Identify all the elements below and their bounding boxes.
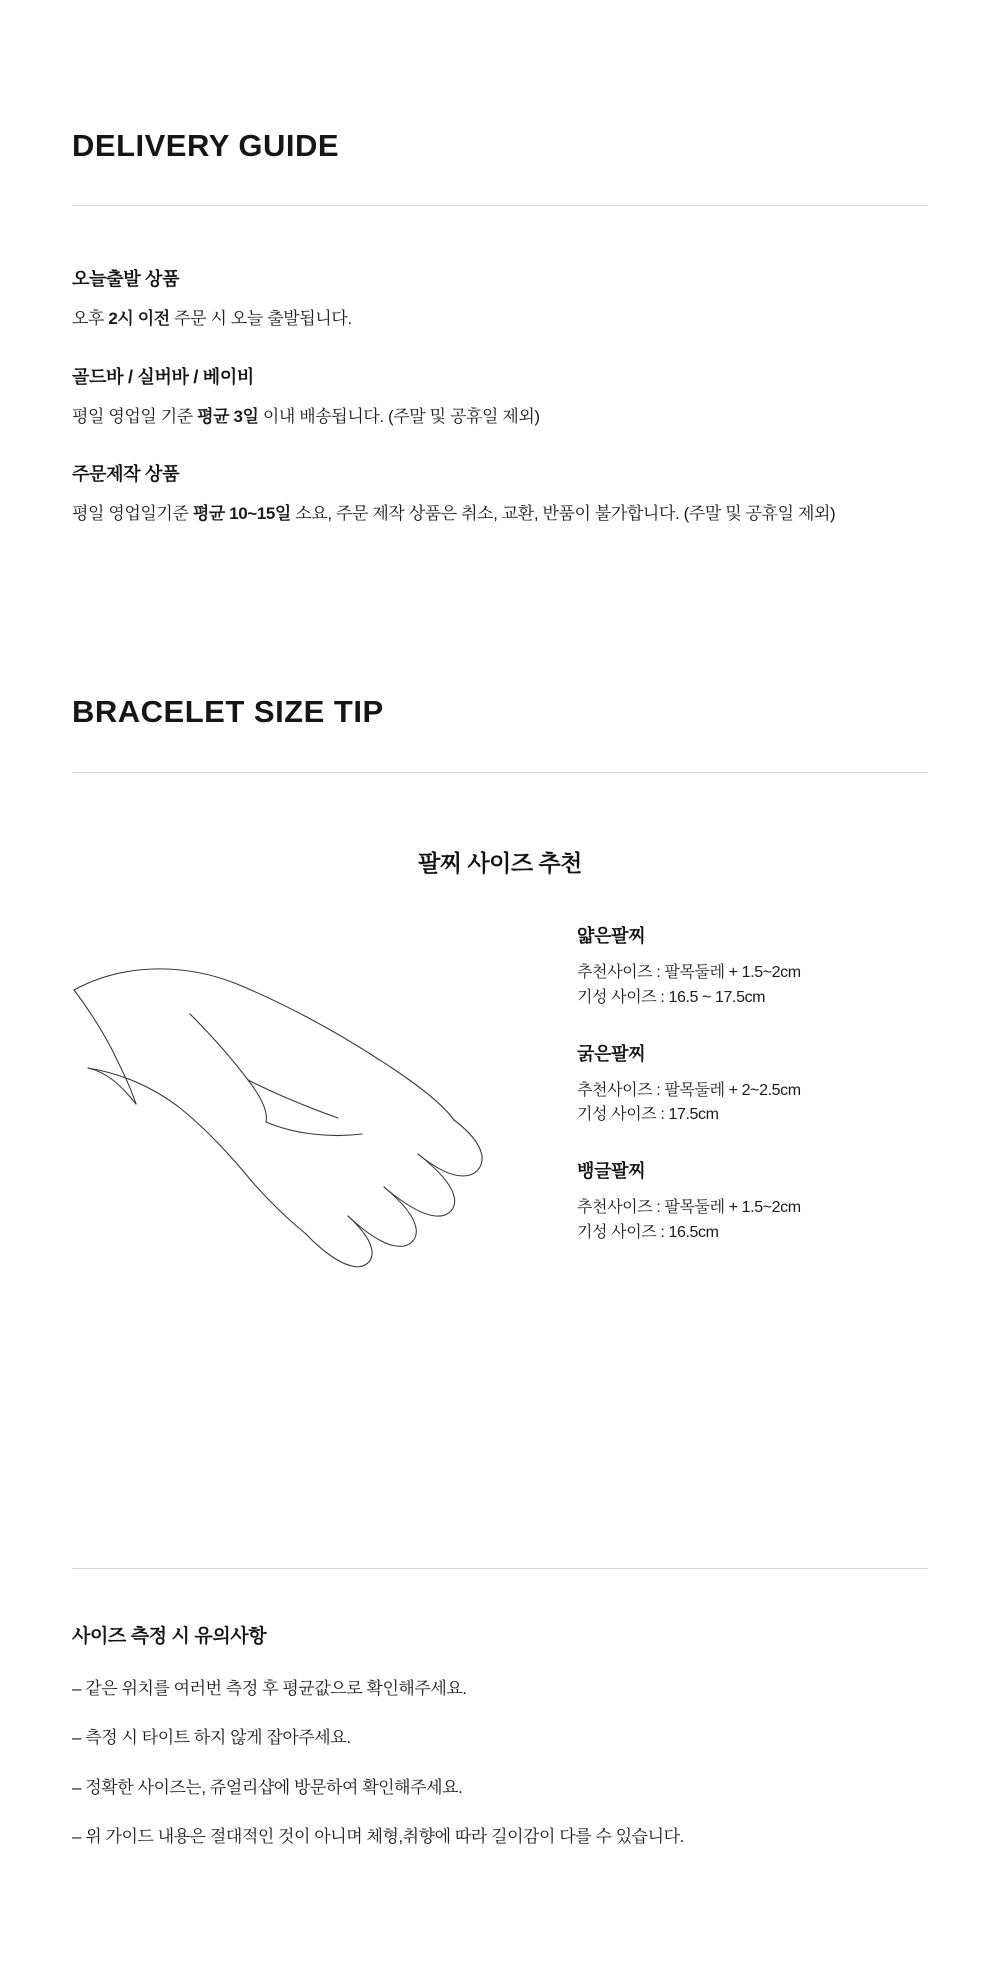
size-entry-standard: 기성 사이즈 : 16.5cm xyxy=(577,1223,719,1241)
divider xyxy=(72,1568,928,1569)
size-entry-thin-bracelet xyxy=(577,922,927,1011)
delivery-text-emphasis: 평균 10~15일 xyxy=(192,504,291,524)
delivery-text-emphasis: 평균 3일 xyxy=(197,406,259,426)
delivery-item-label: 골드바 / 실버바 / 베이비 xyxy=(72,366,254,387)
delivery-text-pre: 오후 xyxy=(72,309,109,328)
divider xyxy=(72,772,928,773)
size-entry-recommend: 추천사이즈 : 팔목둘레 + 1.5~2cm xyxy=(577,1199,801,1217)
size-entry-standard: 기성 사이즈 : 16.5 ~ 17.5cm xyxy=(577,988,766,1006)
delivery-guide-title: DELIVERY GUIDE xyxy=(72,128,340,163)
size-measurement-notes-section xyxy=(72,1568,928,1850)
delivery-text-post: 소요, 주문 제작 상품은 취소, 교환, 반품이 불가합니다. (주말 및 공휴일 제외) xyxy=(290,504,836,524)
delivery-item-goldbar-silverbar-baby xyxy=(72,363,928,431)
size-entry-recommend: 추천사이즈 : 팔목둘레 + 1.5~2cm xyxy=(577,964,801,981)
bracelet-size-recommendation-heading: 팔찌 사이즈 추천 xyxy=(418,850,582,876)
size-note-item: – 정확한 사이즈는, 쥬얼리샵에 방문하여 확인해주세요. xyxy=(72,1777,463,1797)
size-note-item: – 같은 위치를 여러번 측정 후 평균값으로 확인해주세요. xyxy=(72,1679,467,1698)
size-notes-title: 사이즈 측정 시 유의사항 xyxy=(72,1626,267,1647)
delivery-text-emphasis: 2시 이전 xyxy=(108,309,170,328)
delivery-item-text xyxy=(72,305,928,333)
hand-line-drawing-icon xyxy=(62,928,572,1318)
bracelet-size-tip-title: BRACELET SIZE TIP xyxy=(72,694,384,729)
delivery-item-today-dispatch xyxy=(72,265,928,333)
delivery-text-post: 주문 시 오늘 출발됩니다. xyxy=(169,309,352,328)
delivery-guide-section xyxy=(72,128,928,528)
delivery-text-post: 이내 배송됩니다. (주말 및 공휴일 제외) xyxy=(258,406,540,426)
delivery-item-label: 오늘출발 상품 xyxy=(72,269,180,289)
size-note-item: – 위 가이드 내용은 절대적인 것이 아니며 체형,취향에 따라 길이감이 다를 수 있습니다. xyxy=(72,1827,684,1847)
bracelet-size-content-row xyxy=(72,922,928,1322)
size-note-item: – 측정 시 타이트 하지 않게 잡아주세요. xyxy=(72,1728,351,1748)
size-entry-thick-bracelet xyxy=(577,1040,927,1129)
bracelet-size-list xyxy=(577,922,927,1246)
size-entry-name: 얇은팔찌 xyxy=(577,926,646,946)
delivery-item-text xyxy=(72,403,928,431)
size-entry-name: 굵은팔찌 xyxy=(577,1043,646,1064)
delivery-item-text xyxy=(72,500,928,528)
delivery-item-made-to-order xyxy=(72,460,928,528)
divider xyxy=(72,205,928,206)
delivery-guide-body xyxy=(72,265,928,528)
hand-illustration xyxy=(62,928,572,1318)
bracelet-size-tip-section xyxy=(72,694,928,1322)
size-entry-bangle-bracelet xyxy=(577,1157,927,1246)
size-entry-name: 뱅글팔찌 xyxy=(577,1161,646,1182)
delivery-text-pre: 평일 영업일기준 xyxy=(72,504,193,524)
size-notes-list xyxy=(72,1676,928,1850)
size-entry-recommend: 추천사이즈 : 팔목둘레 + 2~2.5cm xyxy=(577,1081,801,1099)
size-entry-standard: 기성 사이즈 : 17.5cm xyxy=(577,1106,719,1124)
delivery-item-label: 주문제작 상품 xyxy=(72,464,180,485)
delivery-text-pre: 평일 영업일 기준 xyxy=(72,406,198,426)
